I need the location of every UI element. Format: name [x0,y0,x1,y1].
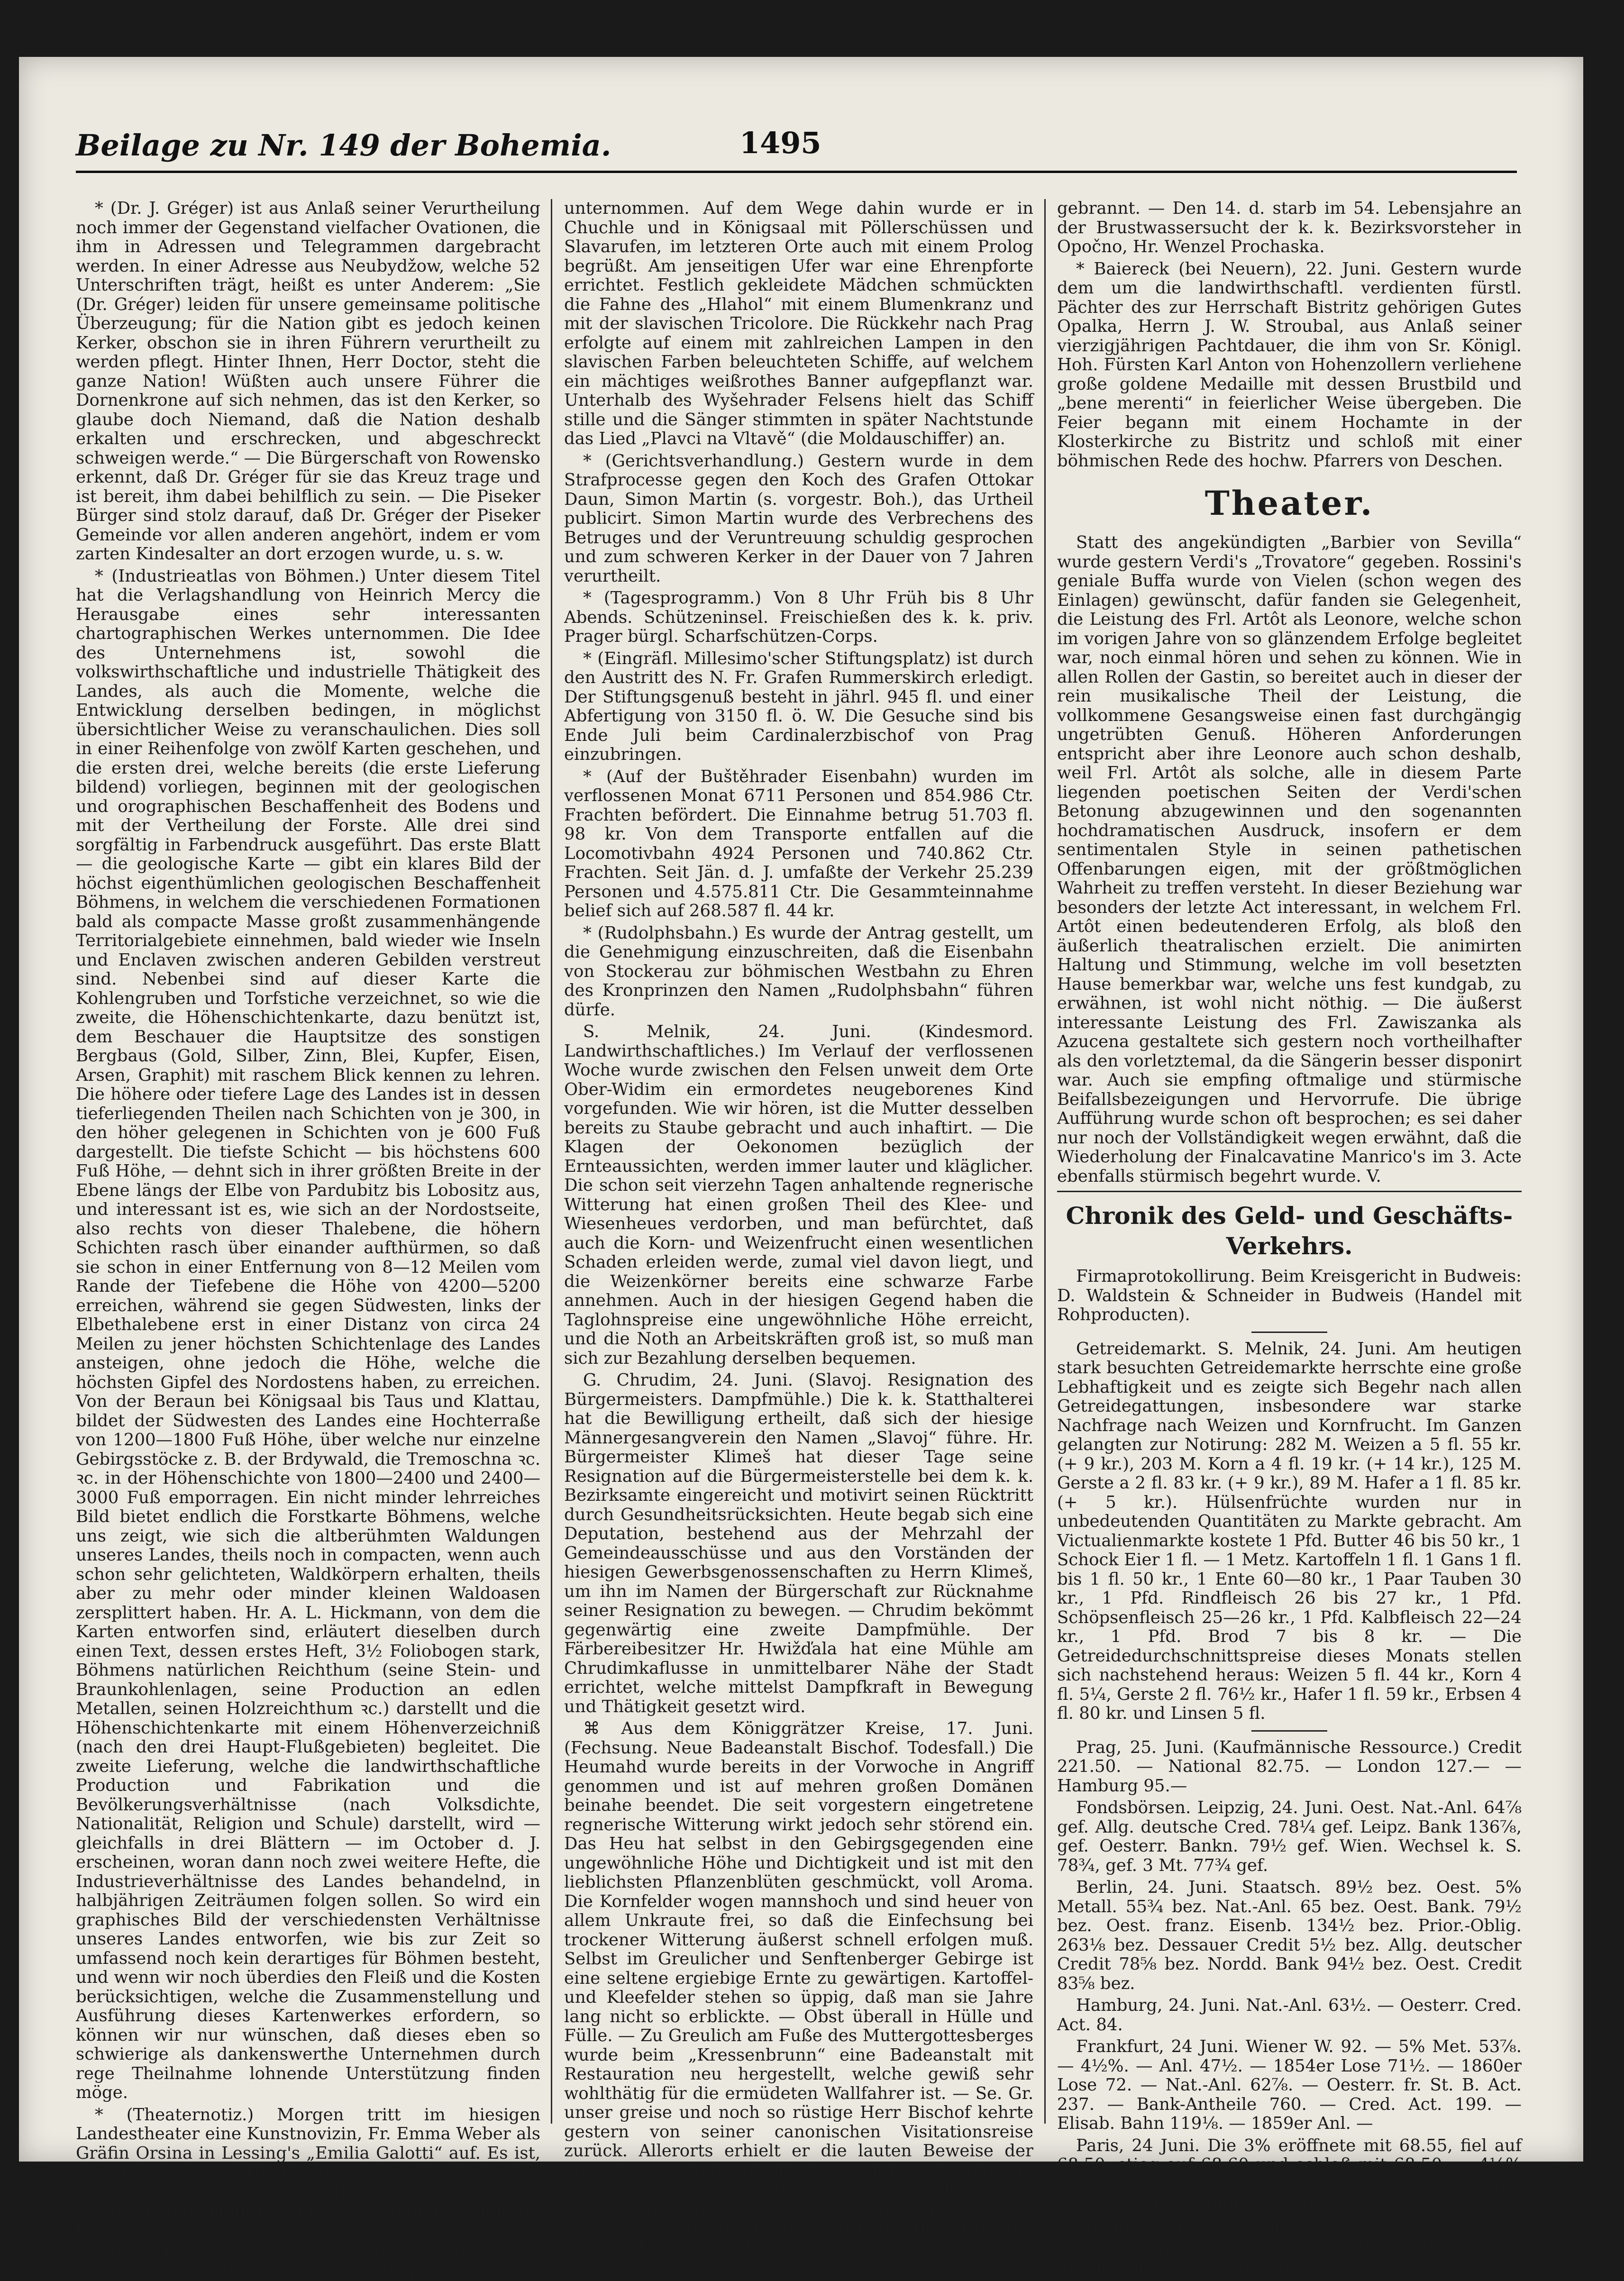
article-hlahol-cont: unternommen. Auf dem Wege dahin wurde er in Chuchle und in Königsaal mit Pöllerschüssen und Slavarufen, im letzteren Orte auch mit einem Prolog begrüßt. Am jenseitigen Ufer war eine Ehrenpforte errichtet. Festlich gekleidete Mädchen schmückten die Fahne des „Hlahol“ mit einem Blumenkranz und mit der slavischen Tricolore. Die Rückkehr nach Prag erfolgte auf einem mit zahlreichen Lampen in den slavischen Farben beleuchteten Schiffe, auf welchem ein mächtiges weißrothes Banner aufgepflanzt war. Unterhalb des Wyšehrader Felsens hielt das Schiff stille und die Sänger stimmten in später Nachtstunde das Lied „Plavci na Vltavě“ (die Moldauschiffer) an. [564,199,1033,448]
chronik-getreidemarkt: Getreidemarkt. S. Melnik, 24. Juni. Am heutigen stark besuchten Getreidemarkte herrschte eine große Lebhaftigkeit und es zeigte sich Begehr nach allen Getreidegattungen, insbesondere war starke Nachfrage nach Weizen und Kornfrucht. Im Ganzen gelangten zur Notirung: 282 M. Weizen a 5 fl. 55 kr. (+ 9 kr.), 203 M. Korn a 4 fl. 19 kr. (+ 14 kr.), 125 M. Gerste a 2 fl. 83 kr. (+ 9 kr.), 89 M. Hafer a 1 fl. 85 kr. (+ 5 kr.). Hülsenfrüchte wurden nur in unbedeutenden Quantitäten zu Markte gebracht. Am Victualienmarkte kostete 1 Pfd. Butter 46 bis 50 kr., 1 Schock Eier 1 fl. — 1 Metz. Kartoffeln 1 fl. 1 Gans 1 fl. bis 1 fl. 50 kr., 1 Ente 60—80 kr., 1 Paar Tauben 30 kr., 1 Pfd. Rindfleisch 26 bis 27 kr., 1 Pfd. Schöpsenfleisch 25—26 kr., 1 Pfd. Kalbfleisch 22—24 kr., 1 Pfd. Brod 7 bis 8 kr. — Die Getreidedurchschnittspreise dieses Monats stellen sich nachstehend heraus: Weizen 5 fl. 44 kr., Korn 4 fl. 5¼, Gerste 2 fl. 76½ kr., Hafer 1 fl. 59 kr., Erbsen 4 fl. 80 kr. und Linsen 5 fl. [1057,1339,1522,1723]
chronik-frankfurt: Frankfurt, 24 Juni. Wiener W. 92. — 5% Met. 53⅞. — 4½%. — Anl. 47½. — 1854er Lose 71½. — 1860er Lose 72. — Nat.-Anl. 62⅞. — Oesterr. fr. St. B. Act. 237. — Bank-Antheile 760. — Cred. Act. 199. — Elisab. Bahn 119⅛. — 1859er Anl. — [1057,2037,1522,2133]
newspaper-page [19,57,1583,2281]
article-hlahol: * (Der „Hlahol“) hat am verwichenen Sonntag trotz der ungünstigen Witterung den Ausflug nach Zawist [76,2242,540,2281]
chronik-amsterdam: Amsterdam, 24. Juni. Oesterr. Nat.-Anl. 60⅞. — 5% Metall. Lit. B. — 5% Metall. 51⅞. [1057,2237,1522,2276]
chronik-berlin: Berlin, 24. Juni. Staatsch. 89½ bez. Oest. 5% Metall. 55¾ bez. Nat.-Anl. 65 bez. Oest. Bank. 79½ bez. Oest. franz. Eisenb. 134½ bez. Prior.-Oblig. 263⅛ bez. Dessauer Credit 5½ bez. Allg. deutscher Credit 78⅝ bez. Nordd. Bank 94½ bez. Oest. Credit 83⅝ bez. [1057,1878,1522,1993]
article-koeniggraetz: ⌘ Aus dem Königgrätzer Kreise, 17. Juni. (Fechsung. Neue Badeanstalt Bischof. Todesfall.) Die Heumahd wurde bereits in der Vorwoche in Angriff genommen und ist auf mehren großen Domänen beinahe beendet. Die seit vorgestern eingetretene regnerische Witterung wirkt jedoch sehr störend ein. Das Heu hat selbst in den Gebirgsgegenden eine ungewöhnliche Höhe und Dichtigkeit und ist mit den lieblichsten Pflanzenblüten geschmückt, voll Aroma. Die Kornfelder wogen mannshoch und sind heuer von allem Unkraute frei, so daß die Einfechsung bei trockener Witterung äußerst schnell erfolgen muß. Selbst im Greulicher und Senftenberger Gebirge ist eine seltene ergiebige Ernte zu gewärtigen. Kartoffel- und Kleefelder stehen so üppig, daß man sie Jahre lang nicht so erblickte. — Obst überall in Hülle und Fülle. — Zu Greulich am Fuße des Muttergottesberges wurde beim „Kressenbrunn“ eine Badeanstalt mit Restauration neu hergestellt, welche gewiß sehr wohlthätig für die ermüdeten Wallfahrer ist. — Se. Gr. unser greise und noch so rüstige Herr Bischof kehrte gestern von seiner canonischen Visitationsreise zurück. Allerorts erhielt er die lauten Beweise der innigsten Anhänglichkeit und Verehrung. Gesangsvereine brachten ihm Ständchen dar, Illuminationen fanden statt, Transparente prangten im Farbenglanz, in der Festung Josephstadt wurde ein schönes Feuerwerk ab- [564,1719,1033,2257]
article-melnik: S. Melnik, 24. Juni. (Kindesmord. Landwirthschaftliches.) Im Verlauf der verflossenen Woche wurde zwischen den Felsen unweit dem Orte Ober-Widim ein ermordetes neugeborenes Kind vorgefunden. Wie wir hören, ist die Mutter desselben bereits zu Staube gebracht und auch inhaftirt. — Die Klagen der Oekonomen bezüglich der Ernteaussichten, werden immer lauter und kläglicher. Die schon seit vierzehn Tagen anhaltende regnerische Witterung hat einen großen Theil des Klee- und Wiesenheues verdorben, und man befürchtet, daß auch die Korn- und Weizenfrucht einen wesentlichen Schaden erleiden werde, zumal viel davon liegt, und die Weizenkörner bereits eine schwarze Farbe annehmen. Auch in der hiesigen Gegend haben die Taglohnspreise eine ungewöhnliche Höhe erreicht, und die Noth an Arbeitskräften groß ist, so muß man sich zur Bezahlung derselben bequemen. [564,1022,1033,1368]
theater-heading: Theater. [1204,484,1374,523]
article-koeniggraetz-cont: gebrannt. — Den 14. d. starb im 54. Lebensjahre an der Brustwassersucht der k. k. Bezirksvorsteher in Opočno, Hr. Wenzel Prochaska. [1057,199,1522,256]
article-gregor: * (Dr. J. Gréger) ist aus Anlaß seiner Verurtheilung noch immer der Gegenstand vielfacher Ovationen, die ihm in Adressen und Telegrammen dargebracht werden. In einer Adresse aus Neubydžow, welche 52 Unterschriften trägt, heißt es unter Anderem: „Sie (Dr. Gréger) leiden für unsere gemeinsame politische Überzeugung; für die Nation gibt es jedoch keinen Kerker, obschon sie in ihren Führern verurtheilt zu werden pflegt. Hinter Ihnen, Herr Doctor, steht die ganze Nation! Wüßten auch unsere Führer die Dornenkrone auf sich nehmen, das ist den Kerker, so glaube doch Niemand, daß die Nation deshalb erkalten und erschrecken, und abgeschreckt schweigen werde.“ — Die Bürgerschaft von Rowensko erkennt, daß Dr. Gréger für sie das Kreuz trage und ist bereit, ihm dabei behilflich zu sein. — Die Piseker Bürger sind stolz darauf, daß Dr. Gréger der Piseker Gemeinde vor allen anderen angehört, indem er vom zarten Kindesalter an dort erzogen wurde, u. s. w. [76,199,540,564]
chronik-paris: Paris, 24 Juni. Die 3% eröffnete mit 68.55, fiel auf 68.50, stieg auf 68.60 und schloß mit 68.50. — 4½% 96.65. — Oesterr. fr. St. B. Act. 515. — Cred. mob. 857. — Lomb. Eisenb. Act. 616. [1057,2135,1522,2213]
chronik-prag: Prag, 25. Juni. (Kaufmännische Ressource.) Credit 221.50. — National 82.75. — London 127.— — Hamburg 95.— [1057,1737,1522,1796]
article-rudolphsbahn: * (Rudolphsbahn.) Es wurde der Antrag gestellt, um die Genehmigung einzuschreiten, daß die Eisenbahn von Stockerau zur böhmischen Westbahn zu Ehren des Kronprinzen den Namen „Rudolphsbahn“ führen dürfe. [564,923,1033,1020]
page-number: 1495 [739,126,821,160]
article-gerichtsverhandlung: * (Gerichtsverhandlung.) Gestern wurde in dem Strafprocesse gegen den Koch des Grafen Ottokar Daun, Simon Martin (s. vorgestr. Boh.), das Urtheil publicirt. Simon Martin wurde des Verbrechens des Betruges und der Veruntreuung schuldig gesprochen und zum schweren Kerker in der Dauer von 7 Jahren verurtheilt. [564,451,1033,586]
section-rule [1057,1191,1522,1192]
column-2 [564,199,1033,2257]
supplement-title: Beilage zu Nr. 149 der Bohemia. [76,128,611,163]
header-rule [76,171,1517,173]
chronik-hamburg: Hamburg, 24. Juni. Nat.-Anl. 63½. — Oesterr. Cred. Act. 84. [1057,1996,1522,2035]
column-3 [1057,199,1522,2276]
article-chrudim: G. Chrudim, 24. Juni. (Slavoj. Resignation des Bürgermeisters. Dampfmühle.) Die k. k. Statthalterei hat die Bewilligung ertheilt, daß sich der hiesige Männergesangverein den Namen „Slavoj“ führe. Hr. Bürgermeister Klimeš hat dieser Tage seine Resignation auf die Bürgermeisterstelle bei dem k. k. Bezirksamte eingereicht und motivirt seinen Rücktritt durch Gesundheitsrücksichten. Heute begab sich eine Deputation, bestehend aus der Mehrzahl der Gemeindeausschüsse und aus den Vorständen der hiesigen Gewerbsgenossenschaften zu Herrn Klimeš, um ihn im Namen der Bürgerschaft zur Rücknahme seiner Resignation zu bewegen. — Chrudim bekömmt gegenwärtig eine zweite Dampfmühle. Der Färbereibesitzer Hr. Hwižďala hat eine Mühle am Chrudimkaflusse in unmittelbarer Nähe der Stadt errichtet, welche mittelst Dampfkraft in Bewegung und Thätigkeit gesetzt wird. [564,1370,1033,1716]
column-1 [76,199,540,2281]
article-bustehrader-bahn: * (Auf der Buštěhrader Eisenbahn) wurden im verflossenen Monat 6711 Personen und 854.986 Ctr. Frachten befördert. Die Einnahme betrug 51.703 fl. 98 kr. Von dem Transporte entfallen auf die Locomotivbahn 4924 Personen und 740.862 Ctr. Frachten. Seit Jän. d. J. umfaßte der Verkehr 25.239 Personen und 4.575.811 Ctr. Die Gesammteinnahme belief sich auf 268.587 fl. 44 kr. [564,766,1033,921]
article-stiftungsplatz: * (Eingräfl. Millesimo'scher Stiftungsplatz) ist durch den Austritt des N. Fr. Grafen Rummerskirch erledigt. Der Stiftungsgenuß besteht in jährl. 945 fl. und einer Abfertigung von 3150 fl. ö. W. Die Gesuche sind bis Ende Juli beim Cardinalerzbischof von Prag einzubringen. [564,648,1033,764]
chronik-heading: Chronik des Geld- und Geschäfts-Verkehrs. [1066,1202,1513,1260]
page-header [76,104,1517,175]
article-baiereck: * Baiereck (bei Neuern), 22. Juni. Gestern wurde dem um die landwirthschaftl. verdienten fürstl. Pächter des zur Herrschaft Bistritz gehörigen Gutes Opalka, Herrn J. W. Stroubal, aus Anlaß seiner vierzigjährigen Pachtdauer, die ihm von Sr. Königl. Hoh. Fürsten Karl Anton von Hohenzollern verliehene große goldene Medaille mit dessen Brustbild und „bene merenti“ in feierlicher Weise übergeben. Die Feier begann mit einem Hochamte in der Klosterkirche zu Bistritz und schloß mit einer böhmischen Rede des hochw. Pfarrers von Deschen. [1057,259,1522,471]
column-divider [1044,199,1046,2124]
chronik-leipzig: Fondsbörsen. Leipzig, 24. Juni. Oest. Nat.-Anl. 64⅞ gef. Allg. deutsche Cred. 78¼ gef. Leipz. Bank 136⅞, gef. Oesterr. Bankn. 79½ gef. Wien. Wechsel k. S. 78¾, gef. 3 Mt. 77¾ gef. [1057,1798,1522,1875]
item-rule [1251,1730,1327,1732]
chronik-london: London, 24 Juni. Consols 91⅞. [1076,2215,1337,2235]
article-tagesprogramm: * (Tagesprogramm.) Von 8 Uhr Früh bis 8 Uhr Abends. Schützeninsel. Freischießen des k. k. priv. Prager bürgl. Scharfschützen-Corps. [564,588,1033,646]
theater-review: Statt des angekündigten „Barbier von Sevilla“ wurde gestern Verdi's „Trovatore“ gegeben. Rossini's geniale Buffa wurde von Vielen (schon wegen des Einlagen) gewünscht, dafür fanden sie Gelegenheit, die Leistung des Frl. Artôt als Leonore, welche schon im vorigen Jahre von so glänzendem Erfolge begleitet war, noch einmal hören und sehen zu können. Wie in allen Rollen der Gastin, so bereitet auch in dieser der rein musikalische Theil der Leistung, die vollkommene Gesangsweise einen fast durchgängig ungetrübten Genuß. Höheren Anforderungen entspricht aber ihre Leonore auch schon deshalb, weil Frl. Artôt als solche, alle in diesem Parte liegenden poetischen Seiten der Verdi'schen Betonung abzugewinnen und den sogenannten hochdramatischen Ausdruck, insofern er dem sentimentalen Style in seinen pathetischen Offenbarungen eigen, mit der größtmöglichen Wahrheit zu treffen versteht. In dieser Beziehung war besonders der letzte Act interessant, in welchem Frl. Artôt einen bedeutenderen Erfolg, als bloß den äußerlich theatralischen erzielt. Die animirten Haltung und Stimmung, welche im voll besetzten Hause bemerkbar war, welche uns fest kundgab, zu erwähnen, ist wohl nicht nöthig. — Die äußerst interessante Leistung des Frl. Zawiszanka als Azucena gestaltete sich gestern noch vortheilhafter als den vorletztemal, da die Sängerin besser disponirt war. Auch sie empfing oftmalige und stürmische Beifallsbezeigungen und Hervorrufe. Die übrige Aufführung wurde schon oft besprochen; es sei daher nur noch der Vollständigkeit wegen erwähnt, daß die Wiederholung der Finalcavatine Manrico's im 3. Acte ebenfalls stürmisch begehrt wurde. V. [1057,533,1522,1186]
article-theaternotiz: * (Theaternotiz.) Morgen tritt im hiesigen Landestheater eine Kunstnovizin, Fr. Emma Weber als Gräfin Orsina in Lessing's „Emilia Galotti“ auf. Es ist, wie man uns mittheilt, ihr erster theatralischer Versuch. Sie wird gegenwärtig nur dieses einemal auftreten und allenfalls im Herbste zu einem längeren Gastspiele nach Prag zurückkehren. [76,2105,540,2240]
article-industrieatlas: * (Industrieatlas von Böhmen.) Unter diesem Titel hat die Verlagshandlung von Heinrich Mercy die Herausgabe eines sehr interessanten chartographischen Werkes unternommen. Die Idee des Unternehmens ist, sowohl die volkswirthschaftliche und industrielle Thätigkeit des Landes, als auch die Momente, welche die Entwicklung derselben bedingen, in möglichst übersichtlicher Weise zu veranschaulichen. Dies soll in einer Reihenfolge von zwölf Karten geschehen, und die ersten drei, welche bereits (die erste Lieferung bildend) vorliegen, beginnen mit der geologischen und orographischen Beschaffenheit des Bodens und mit der Vertheilung der Forste. Alle drei sind sorgfältig in Farbendruck ausgeführt. Das erste Blatt — die geologische Karte — gibt ein klares Bild der höchst eigenthümlichen geologischen Beschaffenheit Böhmens, in welchem die verschiedenen Formationen bald als compacte Masse großt zusammenhängende Territorialgebiete einnehmen, bald wieder wie Inseln und Enclaven zwischen anderen Gebilden verstreut sind. Nebenbei sind auf dieser Karte die Kohlengruben und Torfstiche verzeichnet, so wie die zweite, die Höhenschichtenkarte, dazu benützt ist, dem Beschauer die Hauptsitze des sonstigen Bergbaus (Gold, Silber, Zinn, Blei, Kupfer, Eisen, Arsen, Graphit) mit raschem Blick kennen zu lehren. Die höhere oder tiefere Lage des Landes ist in dessen tieferliegenden Theilen nach Schichten von je 300, in den höher gelegenen in Schichten von je 600 Fuß dargestellt. Die tiefste Schicht — bis höchstens 600 Fuß Höhe, — dehnt sich in ihrer größten Breite in der Ebene längs der Elbe von Pardubitz bis Lobositz aus, und interessant ist es, wie sich an der Nordostseite, also rechts von dieser Thalebene, die höhern Schichten rasch über einander aufthürmen, so daß sie schon in einer Entfernung von 8—12 Meilen vom Rande der Tiefebene die Höhe von 4200—5200 erreichen, während sie gegen Südwesten, links der Elbethalebene erst in einer Distanz von circa 24 Meilen zu jener höchsten Schichtenlage des Landes ansteigen, ohne jedoch die Höhe, welche die höchsten Gipfel des Nordostens haben, zu erreichen. Von der Beraun bei Königsaal bis Taus und Klattau, bildet der Südwesten des Landes eine Hochterraße von 1200—1800 Fuß Höhe, über welche nur einzelne Gebirgsstöcke z. B. der Brdywald, die Tremoschna ꝛc. ꝛc. in der Höhenschichte von 1800—2400 und 2400—3000 Fuß emporragen. Ein nicht minder lehrreiches Bild bietet endlich die Forstkarte Böhmens, welche uns zeigt, wie sich die altberühmten Waldungen unseres Landes, theils noch in compacten, wenn auch schon sehr gelichteten, Waldkörpern erhalten, theils aber zu mehr oder minder kleinen Waldoasen zersplittert haben. Hr. A. L. Hickmann, von dem die Karten entworfen sind, erläutert dieselben durch einen Text, dessen erstes Heft, 3½ Foliobogen stark, Böhmens natürlichen Reichthum (seine Stein- und Braunkohlenlagen, seine Production an edlen Metallen, seinen Holzreichthum ꝛc.) darstellt und die Höhenschichtenkarte mit einem Höhenverzeichniß (nach den drei Haupt-Flußgebieten) begleitet. Die zweite Lieferung, welche die landwirthschaftliche Production und Fabrikation und die Bevölkerungsverhältnisse (nach Volksdichte, Nationalität, Religion und Schule) darstellt, wird — gleichfalls in drei Blättern — im October d. J. erscheinen, woran dann noch zwei weitere Hefte, die Industrieverhältnisse des Landes behandelnd, in halbjährigen Zeiträumen folgen sollen. So wird ein graphisches Bild der verschiedensten Verhältnisse unseres Landes entworfen, wie bis zur Zeit so umfassend noch kein derartiges für Böhmen besteht, und wenn wir noch überdies den Fleiß und die Kosten berücksichtigen, welche die Zusammenstellung und Ausführung dieses Kartenwerkes erfordern, so können wir nur wünschen, daß dieses eben so schwierige als dankenswerthe Unternehmen durch rege Theilnahme lohnende Unterstützung finden möge. [76,566,540,2102]
item-rule [1251,1332,1327,1333]
chronik-firmaprotokoll: Firmaprotokollirung. Beim Kreisgericht in Budweis: D. Waldstein & Schneider in Budweis (Handel mit Rohproducten). [1057,1267,1522,1324]
column-divider [551,199,552,2124]
